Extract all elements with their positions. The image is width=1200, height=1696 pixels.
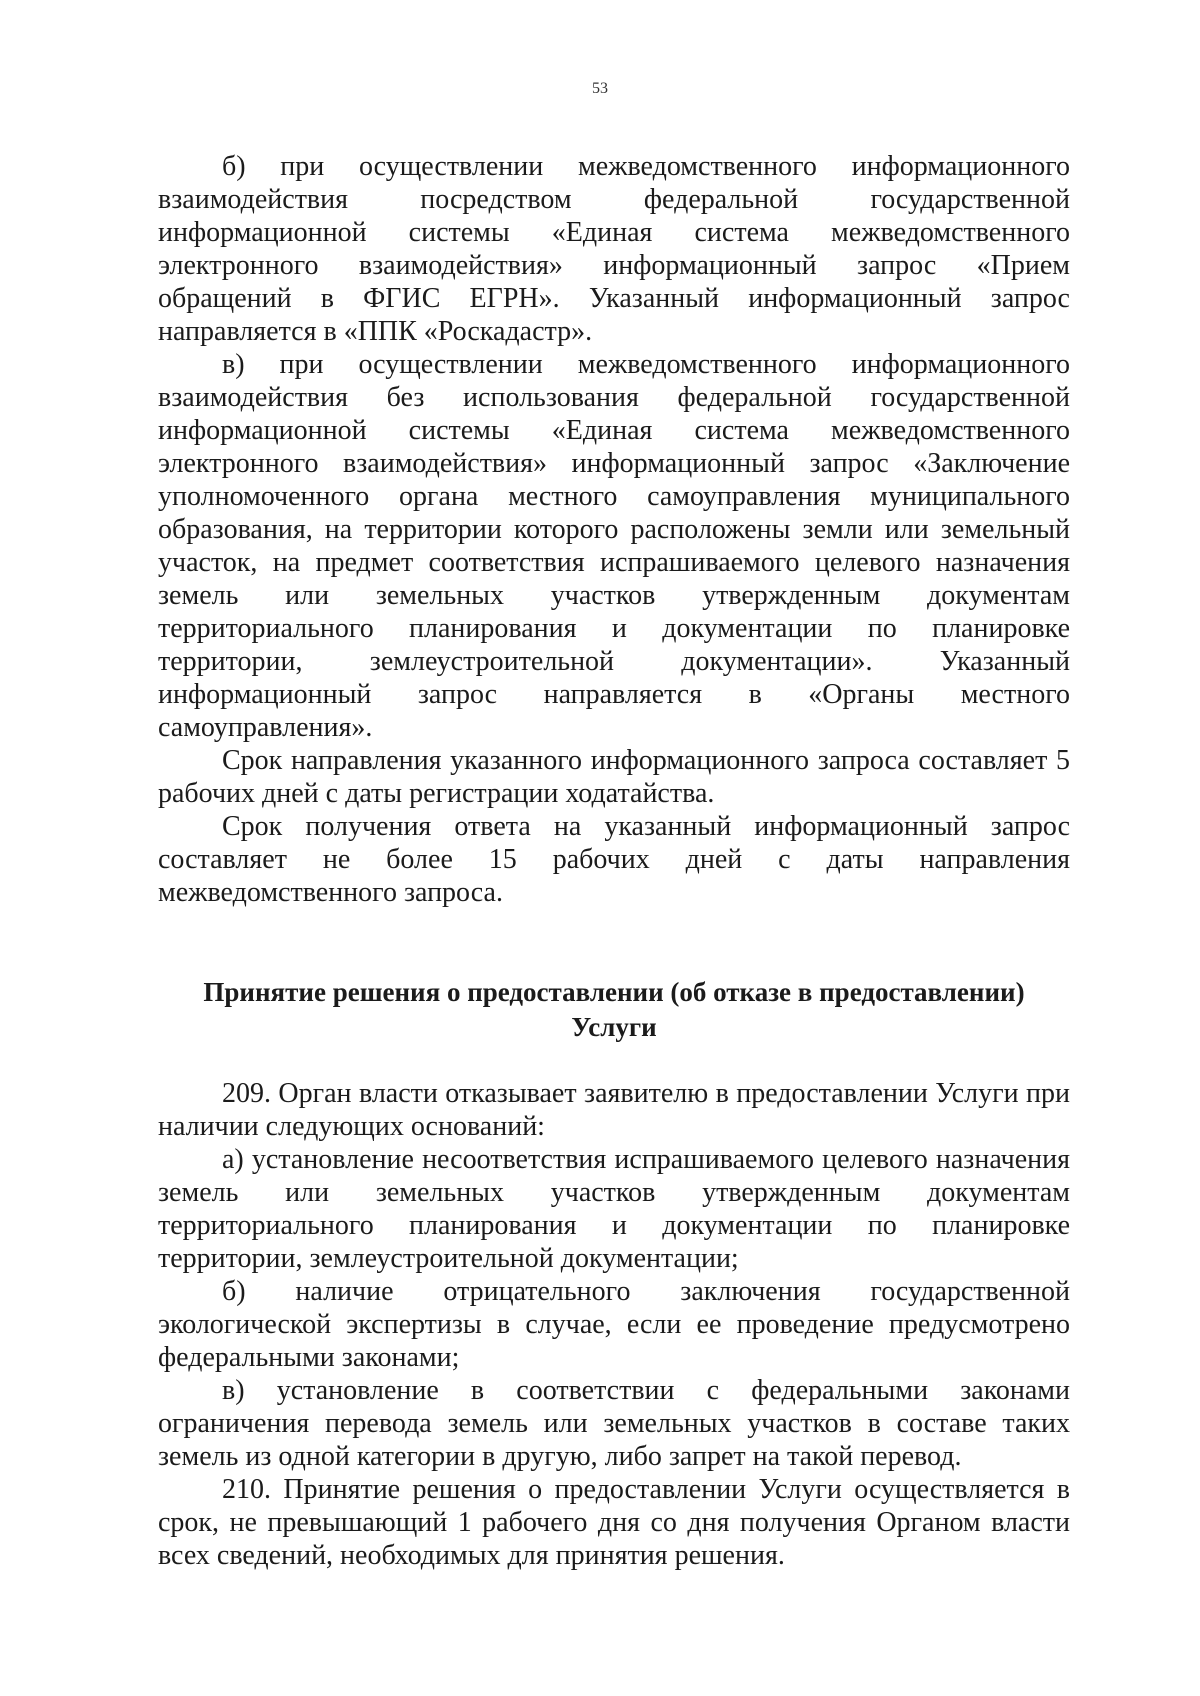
paragraph-209-b: б) наличие отрицательного заключения государственной экологической экспертизы в случае, если ее проведение предусмотрено федеральными законами;: [158, 1276, 1070, 1373]
paragraph-request-deadline: Срок направления указанного информационного запроса составляет 5 рабочих дней с даты регистрации ходатайства.: [158, 745, 1070, 809]
paragraph-response-deadline: Срок получения ответа на указанный информационный запрос составляет не более 15 рабочих дней с даты направления межведомственного запроса.: [158, 811, 1070, 908]
document-body: [158, 150, 1070, 1572]
paragraph-210: 210. Принятие решения о предоставлении Услуги осуществляется в срок, не превышающий 1 рабочего дня со дня получения Органом власти всех сведений, необходимых для принятия решения.: [158, 1474, 1070, 1571]
section-heading-line2: Услуги: [571, 1012, 657, 1042]
paragraph-209: 209. Орган власти отказывает заявителю в предоставлении Услуги при наличии следующих оснований:: [158, 1078, 1070, 1142]
paragraph-v-local-authority-request: в) при осуществлении межведомственного информационного взаимодействия без использования федеральной государственной информационной системы «Единая система межведомственного электронного взаимодействия» информационный запрос «Заключение уполномоченного органа местного самоуправления муниципального образования, на территории которого расположены земли или земельный участок, на предмет соответствия испрашиваемого целевого назначения земель или земельных участков утвержденным документам территориального планирования и документации по планировке территории, землеустроительной документации». Указанный информационный запрос направляется в «Органы местного самоуправления».: [158, 349, 1070, 743]
paragraph-209-v: в) установление в соответствии с федеральными законами ограничения перевода земель или земельных участков в составе таких земель из одной категории в другую, либо запрет на такой перевод.: [158, 1375, 1070, 1472]
paragraph-b-egrn-request: б) при осуществлении межведомственного информационного взаимодействия посредством федеральной государственной информационной системы «Единая система межведомственного электронного взаимодействия» информационный запрос «Прием обращений в ФГИС ЕГРН». Указанный информационный запрос направляется в «ППК «Роскадастр».: [158, 151, 1070, 347]
section-heading: [158, 975, 1070, 1045]
page-number: 53: [592, 80, 608, 97]
section-heading-line1: Принятие решения о предоставлении (об отказе в предоставлении): [203, 977, 1025, 1007]
paragraph-209-a: а) установление несоответствия испрашиваемого целевого назначения земель или земельных участков утвержденным документам территориального планирования и документации по планировке территории, землеустроительной документации;: [158, 1144, 1070, 1274]
